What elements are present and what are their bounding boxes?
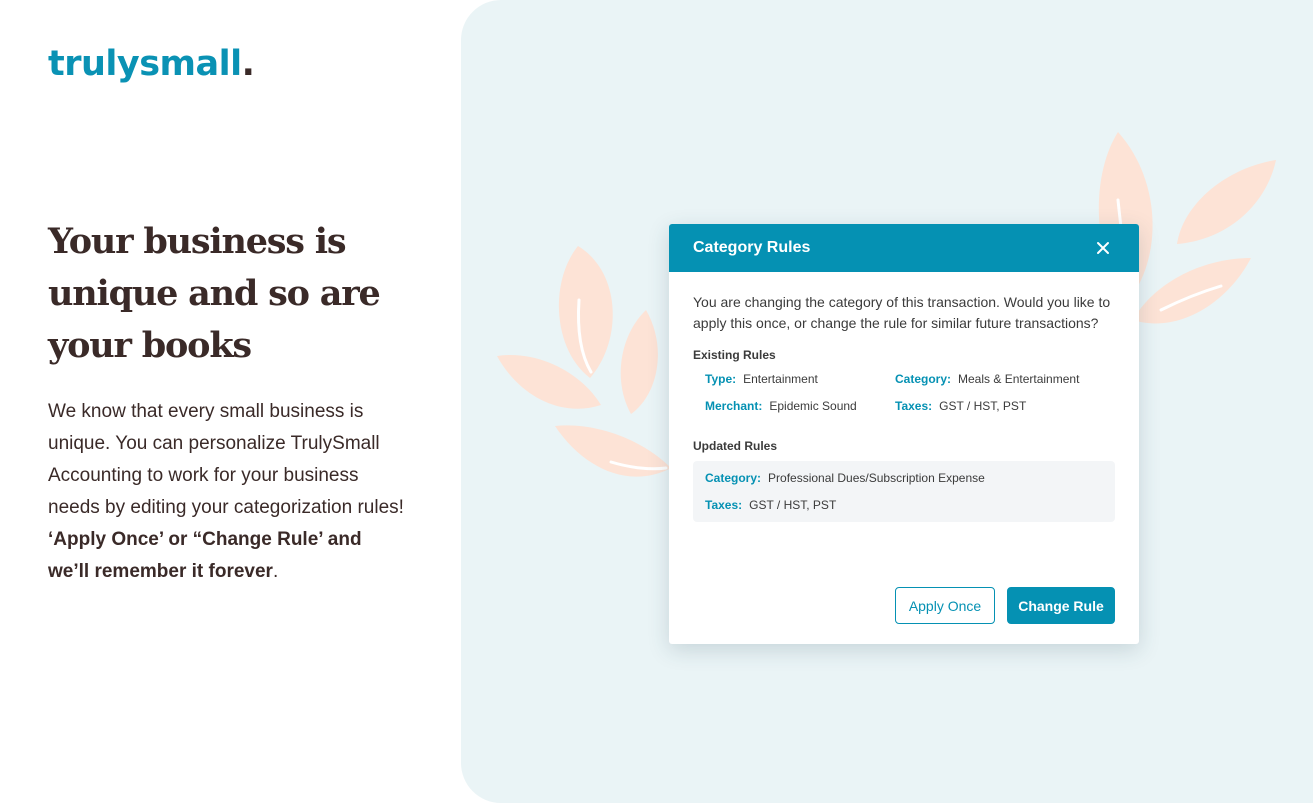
rule-value: GST / HST, PST bbox=[939, 399, 1027, 413]
rule-item bbox=[705, 471, 1103, 485]
hero-description bbox=[48, 396, 408, 588]
rule-key: Taxes: bbox=[705, 498, 743, 512]
dialog-message: You are changing the category of this transaction. Would you like to apply this once, or change the rule for similar future transactions? bbox=[693, 294, 1111, 331]
existing-rules bbox=[693, 362, 1115, 413]
rule-value: Entertainment bbox=[743, 372, 818, 386]
headline-line-3: your books bbox=[48, 325, 251, 366]
close-icon[interactable] bbox=[1091, 236, 1115, 260]
dialog-header bbox=[669, 224, 1139, 272]
brand-dot: . bbox=[241, 44, 255, 84]
hero-headline bbox=[48, 216, 428, 372]
existing-rules-label: Existing Rules bbox=[693, 348, 776, 362]
rule-key: Category: bbox=[895, 372, 952, 386]
change-rule-button[interactable]: Change Rule bbox=[1007, 587, 1115, 624]
brand-logo[interactable] bbox=[48, 40, 254, 88]
apply-once-button[interactable]: Apply Once bbox=[895, 587, 995, 624]
headline-line-2: unique and so are bbox=[48, 273, 380, 314]
rule-key: Category: bbox=[705, 471, 762, 485]
rule-item bbox=[705, 372, 895, 386]
dialog-body bbox=[669, 272, 1139, 522]
rule-value: Professional Dues/Subscription Expense bbox=[768, 471, 985, 485]
rule-value: Meals & Entertainment bbox=[958, 372, 1080, 386]
rule-item bbox=[705, 399, 895, 413]
hero-description-end: . bbox=[272, 561, 279, 582]
category-rules-dialog bbox=[669, 224, 1139, 644]
hero-description-emphasis: ‘Apply Once’ or “Change Rule’ and we’ll remember it forever bbox=[48, 529, 362, 582]
rule-key: Type: bbox=[705, 372, 737, 386]
dialog-footer bbox=[895, 587, 1115, 624]
rule-value: Epidemic Sound bbox=[769, 399, 857, 413]
updated-rules-label: Updated Rules bbox=[693, 439, 778, 453]
hero-description-text: We know that every small business is unique. You can personalize TrulySmall Accounting to work for your business needs by editing your categorization rules! bbox=[48, 401, 404, 518]
rule-key: Merchant: bbox=[705, 399, 763, 413]
updated-rules bbox=[693, 461, 1115, 522]
rule-item bbox=[895, 399, 1103, 413]
dialog-title: Category Rules bbox=[693, 239, 811, 256]
rule-item bbox=[705, 498, 1103, 512]
brand-name: trulysmall bbox=[48, 44, 242, 84]
rule-value: GST / HST, PST bbox=[749, 498, 837, 512]
headline-line-1: Your business is bbox=[48, 221, 346, 262]
rule-key: Taxes: bbox=[895, 399, 933, 413]
rule-item bbox=[895, 372, 1103, 386]
